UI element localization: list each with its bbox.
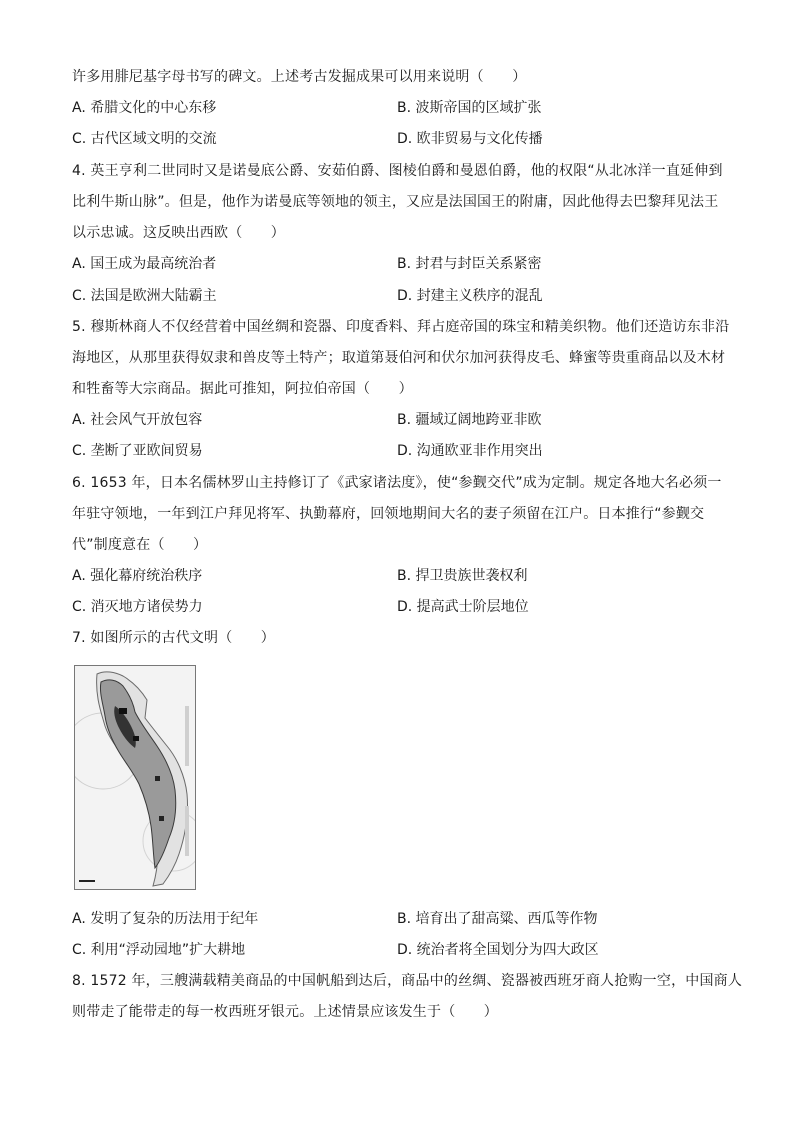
q6-stem-line-2: 年驻守领地，一年到江户拜见将军、执勤幕府，回领地期间大名的妻子须留在江户。日本推行“参觐交 bbox=[72, 506, 705, 522]
q5-option-a: A. 社会风气开放包容 bbox=[72, 412, 203, 428]
map-illustration bbox=[75, 666, 195, 889]
q3-option-c: C. 古代区域文明的交流 bbox=[72, 131, 217, 147]
q7-option-c: C. 利用“浮动园地”扩大耕地 bbox=[72, 942, 246, 958]
ancient-civilization-map bbox=[74, 665, 196, 890]
map-marker bbox=[119, 708, 127, 714]
q5-option-c: C. 垄断了亚欧间贸易 bbox=[72, 443, 203, 459]
q8-stem-line-1: 8. 1572 年，三艘满载精美商品的中国帆船到达后，商品中的丝绸、瓷器被西班牙商人抢购一空，中国商人 bbox=[72, 973, 743, 989]
q4-option-c: C. 法国是欧洲大陆霸主 bbox=[72, 288, 217, 304]
scale-bar bbox=[79, 880, 95, 882]
q5-option-d: D. 沟通欧亚非作用突出 bbox=[397, 443, 543, 459]
q3-option-d: D. 欧非贸易与文化传播 bbox=[397, 131, 543, 147]
q6-option-a: A. 强化幕府统治秩序 bbox=[72, 568, 203, 584]
q5-stem-line-1: 5. 穆斯林商人不仅经营着中国丝绸和瓷器、印度香料、拜占庭帝国的珠宝和精美织物。他们还造访东非沿 bbox=[72, 319, 730, 335]
q3-stem-tail: 许多用腓尼基字母书写的碑文。上述考古发掘成果可以用来说明（ ） bbox=[72, 69, 527, 85]
q4-stem-line-2: 比利牛斯山脉”。但是，他作为诺曼底等领地的领主，又应是法国国王的附庸，因此他得去巴黎拜见法王 bbox=[72, 194, 719, 210]
q8-stem-line-2: 则带走了能带走的每一枚西班牙银元。上述情景应该发生于（ ） bbox=[72, 1004, 498, 1020]
q7-option-b: B. 培育出了甜高粱、西瓜等作物 bbox=[397, 911, 598, 927]
q6-option-b: B. 捍卫贵族世袭权利 bbox=[397, 568, 528, 584]
q6-option-d: D. 提高武士阶层地位 bbox=[397, 599, 529, 615]
q5-stem-line-2: 海地区，从那里获得奴隶和兽皮等土特产；取道第聂伯河和伏尔加河获得皮毛、蜂蜜等贵重商品以及木材 bbox=[72, 350, 726, 366]
q7-option-a: A. 发明了复杂的历法用于纪年 bbox=[72, 911, 259, 927]
q7-stem: 7. 如图所示的古代文明（ ） bbox=[72, 630, 276, 646]
q4-option-b: B. 封君与封臣关系紧密 bbox=[397, 256, 542, 272]
q4-option-a: A. 国王成为最高统治者 bbox=[72, 256, 217, 272]
legend-strip bbox=[185, 706, 189, 766]
q3-option-b: B. 波斯帝国的区域扩张 bbox=[397, 100, 542, 116]
map-marker bbox=[155, 776, 160, 781]
q5-stem-line-3: 和牲畜等大宗商品。据此可推知，阿拉伯帝国（ ） bbox=[72, 381, 413, 397]
q7-option-d: D. 统治者将全国划分为四大政区 bbox=[397, 942, 599, 958]
q6-stem-line-3: 代”制度意在（ ） bbox=[72, 537, 208, 553]
q4-stem-line-1: 4. 英王亨利二世同时又是诺曼底公爵、安茹伯爵、图棱伯爵和曼恩伯爵，他的权限“从北冰洋一直延伸到 bbox=[72, 163, 723, 179]
q6-option-c: C. 消灭地方诸侯势力 bbox=[72, 599, 203, 615]
legend-strip bbox=[185, 806, 189, 856]
q6-stem-line-1: 6. 1653 年，日本名儒林罗山主持修订了《武家诸法度》，使“参觐交代”成为定制。规定各地大名必须一 bbox=[72, 475, 722, 491]
q5-option-b: B. 疆域辽阔地跨亚非欧 bbox=[397, 412, 542, 428]
q4-stem-line-3: 以示忠诚。这反映出西欧（ ） bbox=[72, 225, 285, 241]
map-marker bbox=[159, 816, 164, 821]
q4-option-d: D. 封建主义秩序的混乱 bbox=[397, 288, 543, 304]
q3-option-a: A. 希腊文化的中心东移 bbox=[72, 100, 217, 116]
map-marker bbox=[133, 736, 139, 741]
